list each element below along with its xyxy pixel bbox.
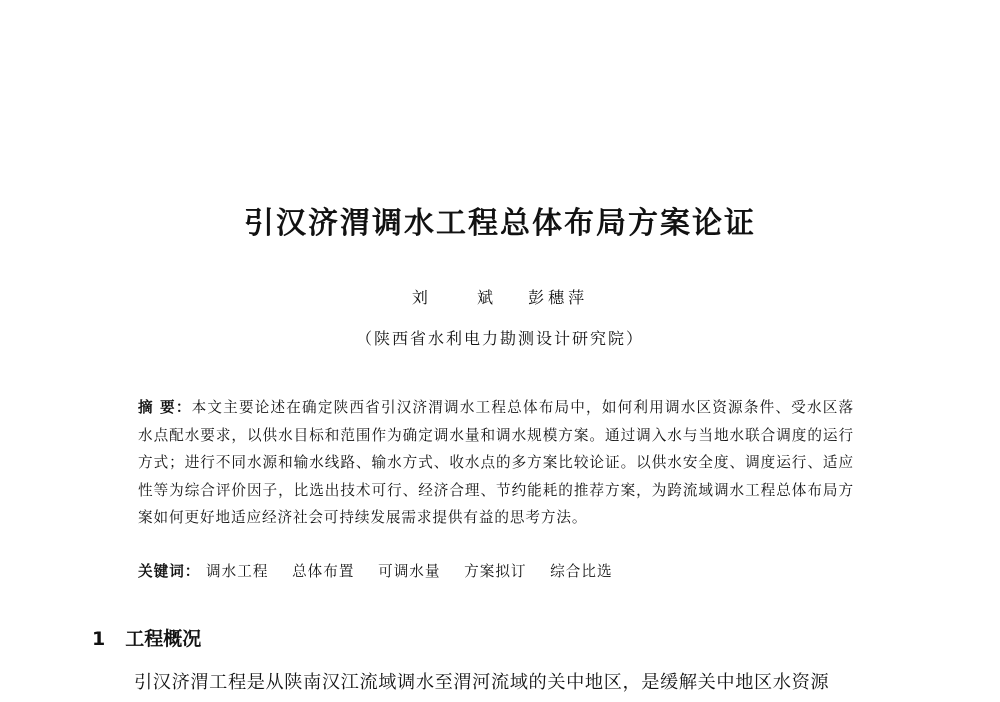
keywords — [138, 560, 854, 581]
keyword-item: 调水工程 — [206, 563, 269, 580]
keyword-item: 方案拟订 — [464, 563, 527, 580]
keyword-item: 综合比选 — [550, 563, 613, 580]
author-affiliation: （陕西省水利电力勘测设计研究院） — [355, 329, 644, 348]
keywords-label: 关键词： — [138, 563, 201, 580]
author-list — [0, 285, 1000, 308]
section-heading — [92, 624, 201, 651]
section-title: 工程概况 — [125, 628, 202, 650]
body-paragraph: 引汉济渭工程是从陕南汉江流域调水至渭河流域的关中地区，是缓解关中地区水资源 — [134, 672, 830, 693]
abstract — [138, 394, 854, 532]
section-number: 1 — [92, 628, 106, 650]
abstract-label: 摘 要： — [138, 399, 192, 416]
keyword-item: 总体布置 — [292, 563, 355, 580]
paper-title: 引汉济渭调水工程总体布局方案论证 — [244, 206, 756, 241]
author-1: 刘 斌 — [411, 288, 515, 307]
keyword-item: 可调水量 — [378, 563, 441, 580]
author-2: 彭穗萍 — [528, 288, 589, 307]
abstract-text: 本文主要论述在确定陕西省引汉济渭调水工程总体布局中，如何利用调水区资源条件、受水区落水点配水要求，以供水目标和范围作为确定调水量和调水规模方案。通过调入水与当地水联合调度的运行方式；进行不同水源和输水线路、输水方式、收水点的多方案比较论证。以供水安全度、调度运行、适应性等为综合评价因子，比选出技术可行、经济合理、节约能耗的推荐方案，为跨流域调水工程总体布局方案如何更好地适应经济社会可持续发展需求提供有益的思考方法。 — [138, 399, 854, 527]
